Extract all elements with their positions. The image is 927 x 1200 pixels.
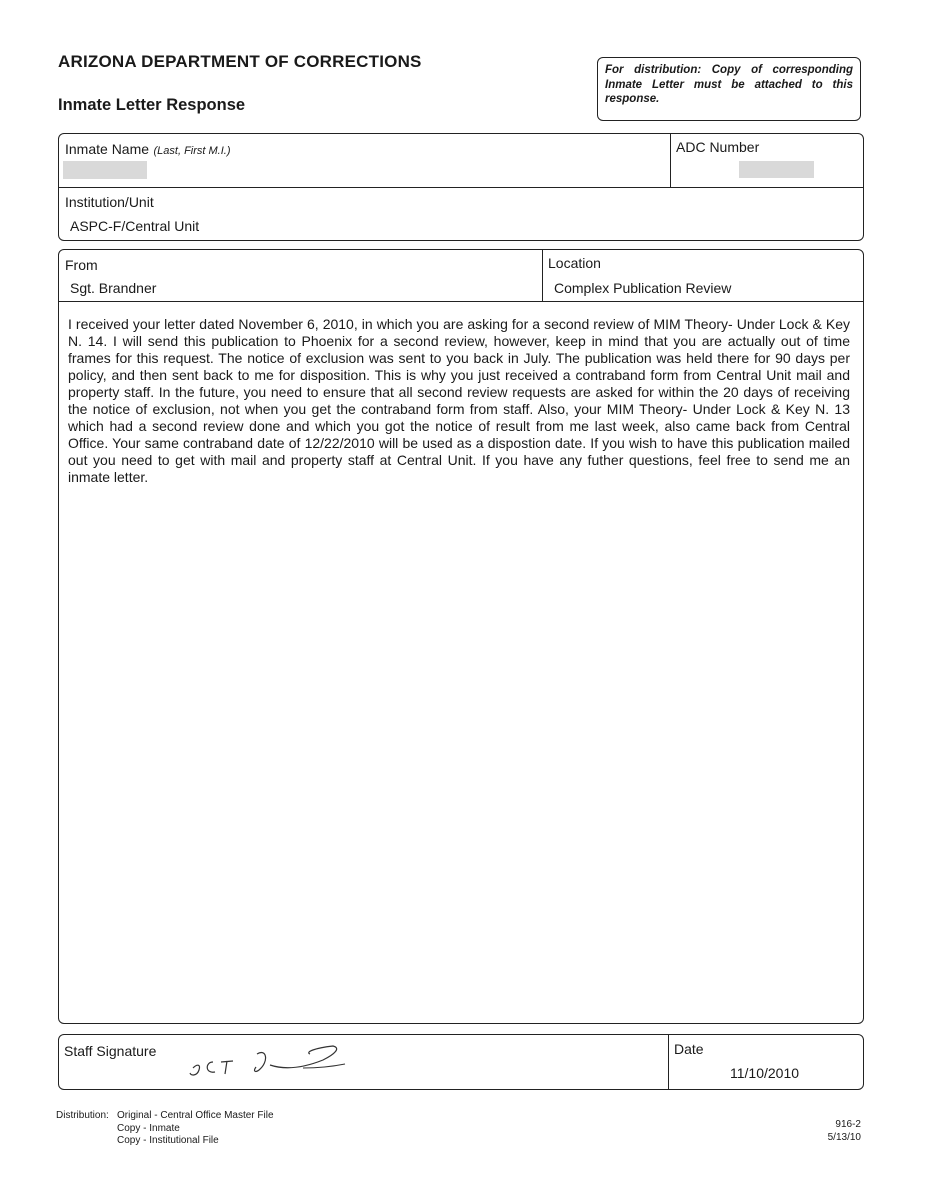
form-title: Inmate Letter Response	[58, 96, 246, 114]
inmate-name-hint: (Last, First M.I.)	[153, 145, 231, 157]
inmate-name-label: Inmate Name	[65, 141, 150, 157]
distribution-list	[117, 1110, 274, 1148]
form-number	[828, 1119, 861, 1144]
distribution-line: Copy - Institutional File	[117, 1135, 219, 1146]
signature-box	[58, 1034, 864, 1090]
location-value: Complex Publication Review	[554, 280, 732, 296]
letter-body: I received your letter dated November 6, 2010, in which you are asking for a second review of MIM Theory- Under Lock & Key N. 14. I will send this publication to Phoenix for a second review, however, keep in mind that you are actually out of time frames for this request. The notice of exclusion was sent to you back in July. The publication was held there for 90 days per policy, and then sent back to me for disposition. This is why you just received a contraband form from Central Unit mail and property staff. In the future, you need to ensure that all second review requests are asked for within the 20 days of receiving the notice of exclusion, not when you get the contraband form from staff. Also, your MIM Theory- Under Lock & Key N. 13 which had a second review done and which you got the notice of result from me last week, also came back from Central Office. Your same contraband date of 12/22/2010 will be used as a dispostion date. If you wish to have this publication mailed out you need to get with mail and property staff at Central Unit. If you have any futher questions, feel free to send me an inmate letter.	[68, 316, 850, 485]
date-value: 11/10/2010	[730, 1065, 800, 1081]
from-label: From	[65, 257, 98, 273]
inmate-name-redacted	[63, 161, 147, 179]
form-number-code: 916-2	[835, 1119, 861, 1130]
distribution-note: For distribution: Copy of corresponding Inmate Letter must be attached to this response.	[597, 57, 861, 121]
adc-number-label: ADC Number	[676, 139, 760, 155]
distribution-label: Distribution:	[56, 1110, 109, 1121]
location-label: Location	[548, 255, 601, 271]
adc-number-redacted	[739, 161, 814, 178]
distribution-line: Copy - Inmate	[117, 1122, 180, 1134]
agency-name: ARIZONA DEPARTMENT OF CORRECTIONS	[58, 52, 422, 71]
distribution-line: Original - Central Office Master File	[117, 1110, 274, 1121]
institution-label: Institution/Unit	[65, 194, 154, 210]
from-value: Sgt. Brandner	[70, 280, 157, 296]
handwritten-signature	[185, 1040, 355, 1080]
staff-signature-label: Staff Signature	[64, 1043, 157, 1059]
inmate-name-field	[65, 141, 231, 159]
date-label: Date	[674, 1041, 704, 1057]
institution-value: ASPC-F/Central Unit	[70, 218, 200, 234]
form-revision-date: 5/13/10	[827, 1131, 861, 1143]
